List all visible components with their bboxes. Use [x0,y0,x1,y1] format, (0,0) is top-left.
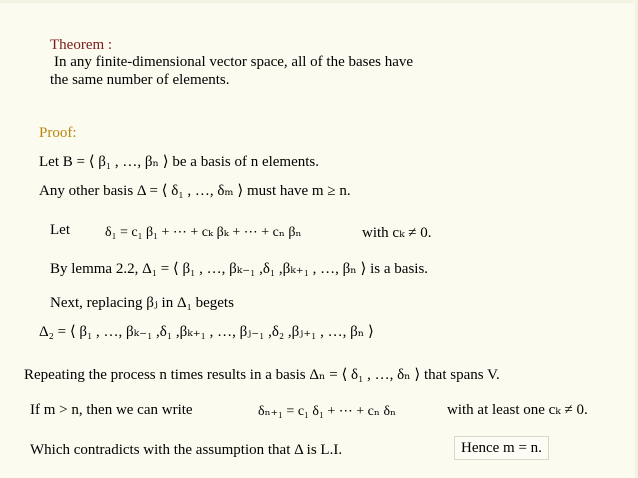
slide-right-edge [633,0,638,478]
theorem-heading: Theorem : [50,37,113,53]
delta2-line: Δ₂ = ⟨ β₁ , …, βₖ₋₁ ,δ₁ ,βₖ₊₁ , …, βⱼ₋₁ ,δ₂ ,βⱼ₊₁ , …, βₙ ⟩ [39,324,374,340]
repeating-line: Repeating the process n times results in a basis Δₙ = ⟨ δ₁ , …, δₙ ⟩ that spans V. [24,367,500,383]
by-lemma-line: By lemma 2.2, Δ₁ = ⟨ β₁ , …, βₖ₋₁ ,δ₁ ,βₖ₊₁ , …, βₙ ⟩ is a basis. [50,261,429,277]
contradicts-line: Which contradicts with the assumption that Δ is L.I. [30,442,343,458]
let-label: Let [50,222,70,238]
proof-heading: Proof: [39,125,77,141]
slide-top-edge [0,0,638,3]
delta1-formula: δ₁ = c₁ β₁ + ⋯ + cₖ βₖ + ⋯ + cₙ βₙ [105,225,302,240]
with-ck-label: with cₖ ≠ 0. [362,225,432,241]
next-replacing-line: Next, replacing βⱼ in Δ₁ begets [50,295,234,311]
theorem-statement-line2: the same number of elements. [50,72,230,88]
basis-b-line: Let B = ⟨ β₁ , …, βₙ ⟩ be a basis of n elements. [39,154,320,170]
conclusion-box: Hence m = n. [454,436,549,460]
theorem-statement-line1: In any finite-dimensional vector space, all of the bases have [54,54,414,70]
other-basis-line: Any other basis Δ = ⟨ δ₁ , …, δₘ ⟩ must have m ≥ n. [39,183,351,199]
delta-n-plus-1-formula: δₙ₊₁ = c₁ δ₁ + ⋯ + cₙ δₙ [258,404,397,419]
with-at-least-one-label: with at least one cₖ ≠ 0. [447,402,588,418]
if-m-gt-n-label: If m > n, then we can write [30,402,193,418]
